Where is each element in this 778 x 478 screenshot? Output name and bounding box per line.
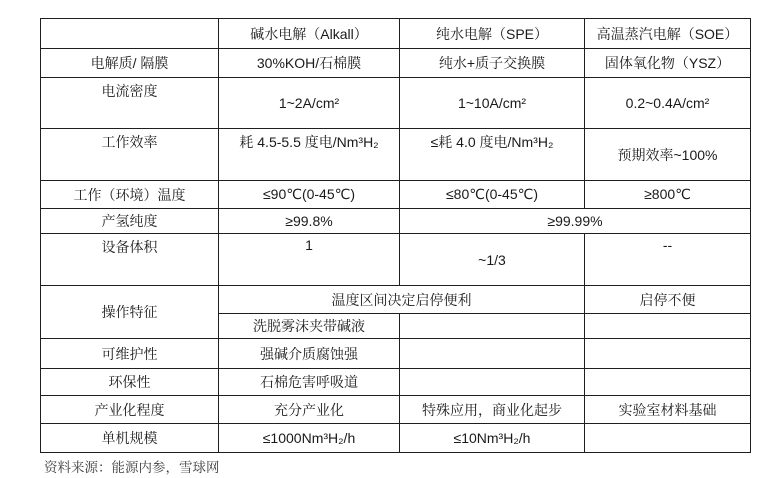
source-note: 资料来源：能源内参，雪球网 [44,460,220,475]
environment-label: 环保性 [41,369,219,396]
maintainability-label: 可维护性 [41,339,219,369]
table-row [41,234,751,286]
table-row [41,209,751,234]
volume-spe: ~1/3 [400,234,585,286]
efficiency-spe: ≤耗 4.0 度电/Nm³H₂ [400,129,585,181]
comparison-table [40,18,751,453]
header-spe-cell: 纯水电解（SPE） [400,19,585,49]
header-blank-cell [41,19,219,49]
temperature-label: 工作（环境）温度 [41,181,219,209]
table-row [41,396,751,424]
unit-scale-alkali: ≤1000Nm³H₂/h [219,424,400,453]
table-row [41,424,751,453]
volume-alkali: 1 [219,234,400,286]
efficiency-label: 工作效率 [41,129,219,181]
operation-spe-row2 [400,314,585,339]
header-alkali-cell: 碱水电解（Alkall） [219,19,400,49]
purity-label: 产氢纯度 [41,209,219,234]
current-density-label: 电流密度 [41,78,219,129]
industrialization-soe: 实验室材料基础 [585,396,751,424]
electrolyte-alkali: 30%KOH/石棉膜 [219,49,400,78]
electrolysis-comparison-table [40,18,751,453]
maintainability-spe [400,339,585,369]
purity-spe-soe-merged: ≥99.99% [400,209,751,234]
unit-scale-soe [585,424,751,453]
purity-alkali: ≥99.8% [219,209,400,234]
table-row [41,181,751,209]
table-row [41,129,751,181]
current-density-spe: 1~10A/cm² [400,78,585,129]
current-density-soe: 0.2~0.4A/cm² [585,78,751,129]
unit-scale-spe: ≤10Nm³H₂/h [400,424,585,453]
efficiency-soe: 预期效率~100% [585,129,751,181]
electrolyte-spe: 纯水+质子交换膜 [400,49,585,78]
industrialization-label: 产业化程度 [41,396,219,424]
table-row [41,49,751,78]
operation-alkali-row2: 洗脱雾沫夹带碱液 [219,314,400,339]
temperature-spe: ≤80℃(0-45℃) [400,181,585,209]
environment-soe [585,369,751,396]
table-row [41,19,751,49]
operation-label: 操作特征 [41,286,219,339]
volume-soe: -- [585,234,751,286]
industrialization-spe: 特殊应用，商业化起步 [400,396,585,424]
operation-soe-row2 [585,314,751,339]
unit-scale-label: 单机规模 [41,424,219,453]
efficiency-alkali: 耗 4.5-5.5 度电/Nm³H₂ [219,129,400,181]
temperature-alkali: ≤90℃(0-45℃) [219,181,400,209]
table-row [41,286,751,314]
electrolyte-soe: 固体氧化物（YSZ） [585,49,751,78]
header-soe-cell: 高温蒸汽电解（SOE） [585,19,751,49]
industrialization-alkali: 充分产业化 [219,396,400,424]
environment-alkali: 石棉危害呼吸道 [219,369,400,396]
operation-alkali-spe-merged: 温度区间决定启停便利 [219,286,585,314]
volume-label: 设备体积 [41,234,219,286]
operation-soe: 启停不便 [585,286,751,314]
temperature-soe: ≥800℃ [585,181,751,209]
table-row [41,78,751,129]
maintainability-alkali: 强碱介质腐蚀强 [219,339,400,369]
table-row [41,339,751,369]
electrolyte-label: 电解质/ 隔膜 [41,49,219,78]
current-density-alkali: 1~2A/cm² [219,78,400,129]
table-row [41,369,751,396]
environment-spe [400,369,585,396]
maintainability-soe [585,339,751,369]
